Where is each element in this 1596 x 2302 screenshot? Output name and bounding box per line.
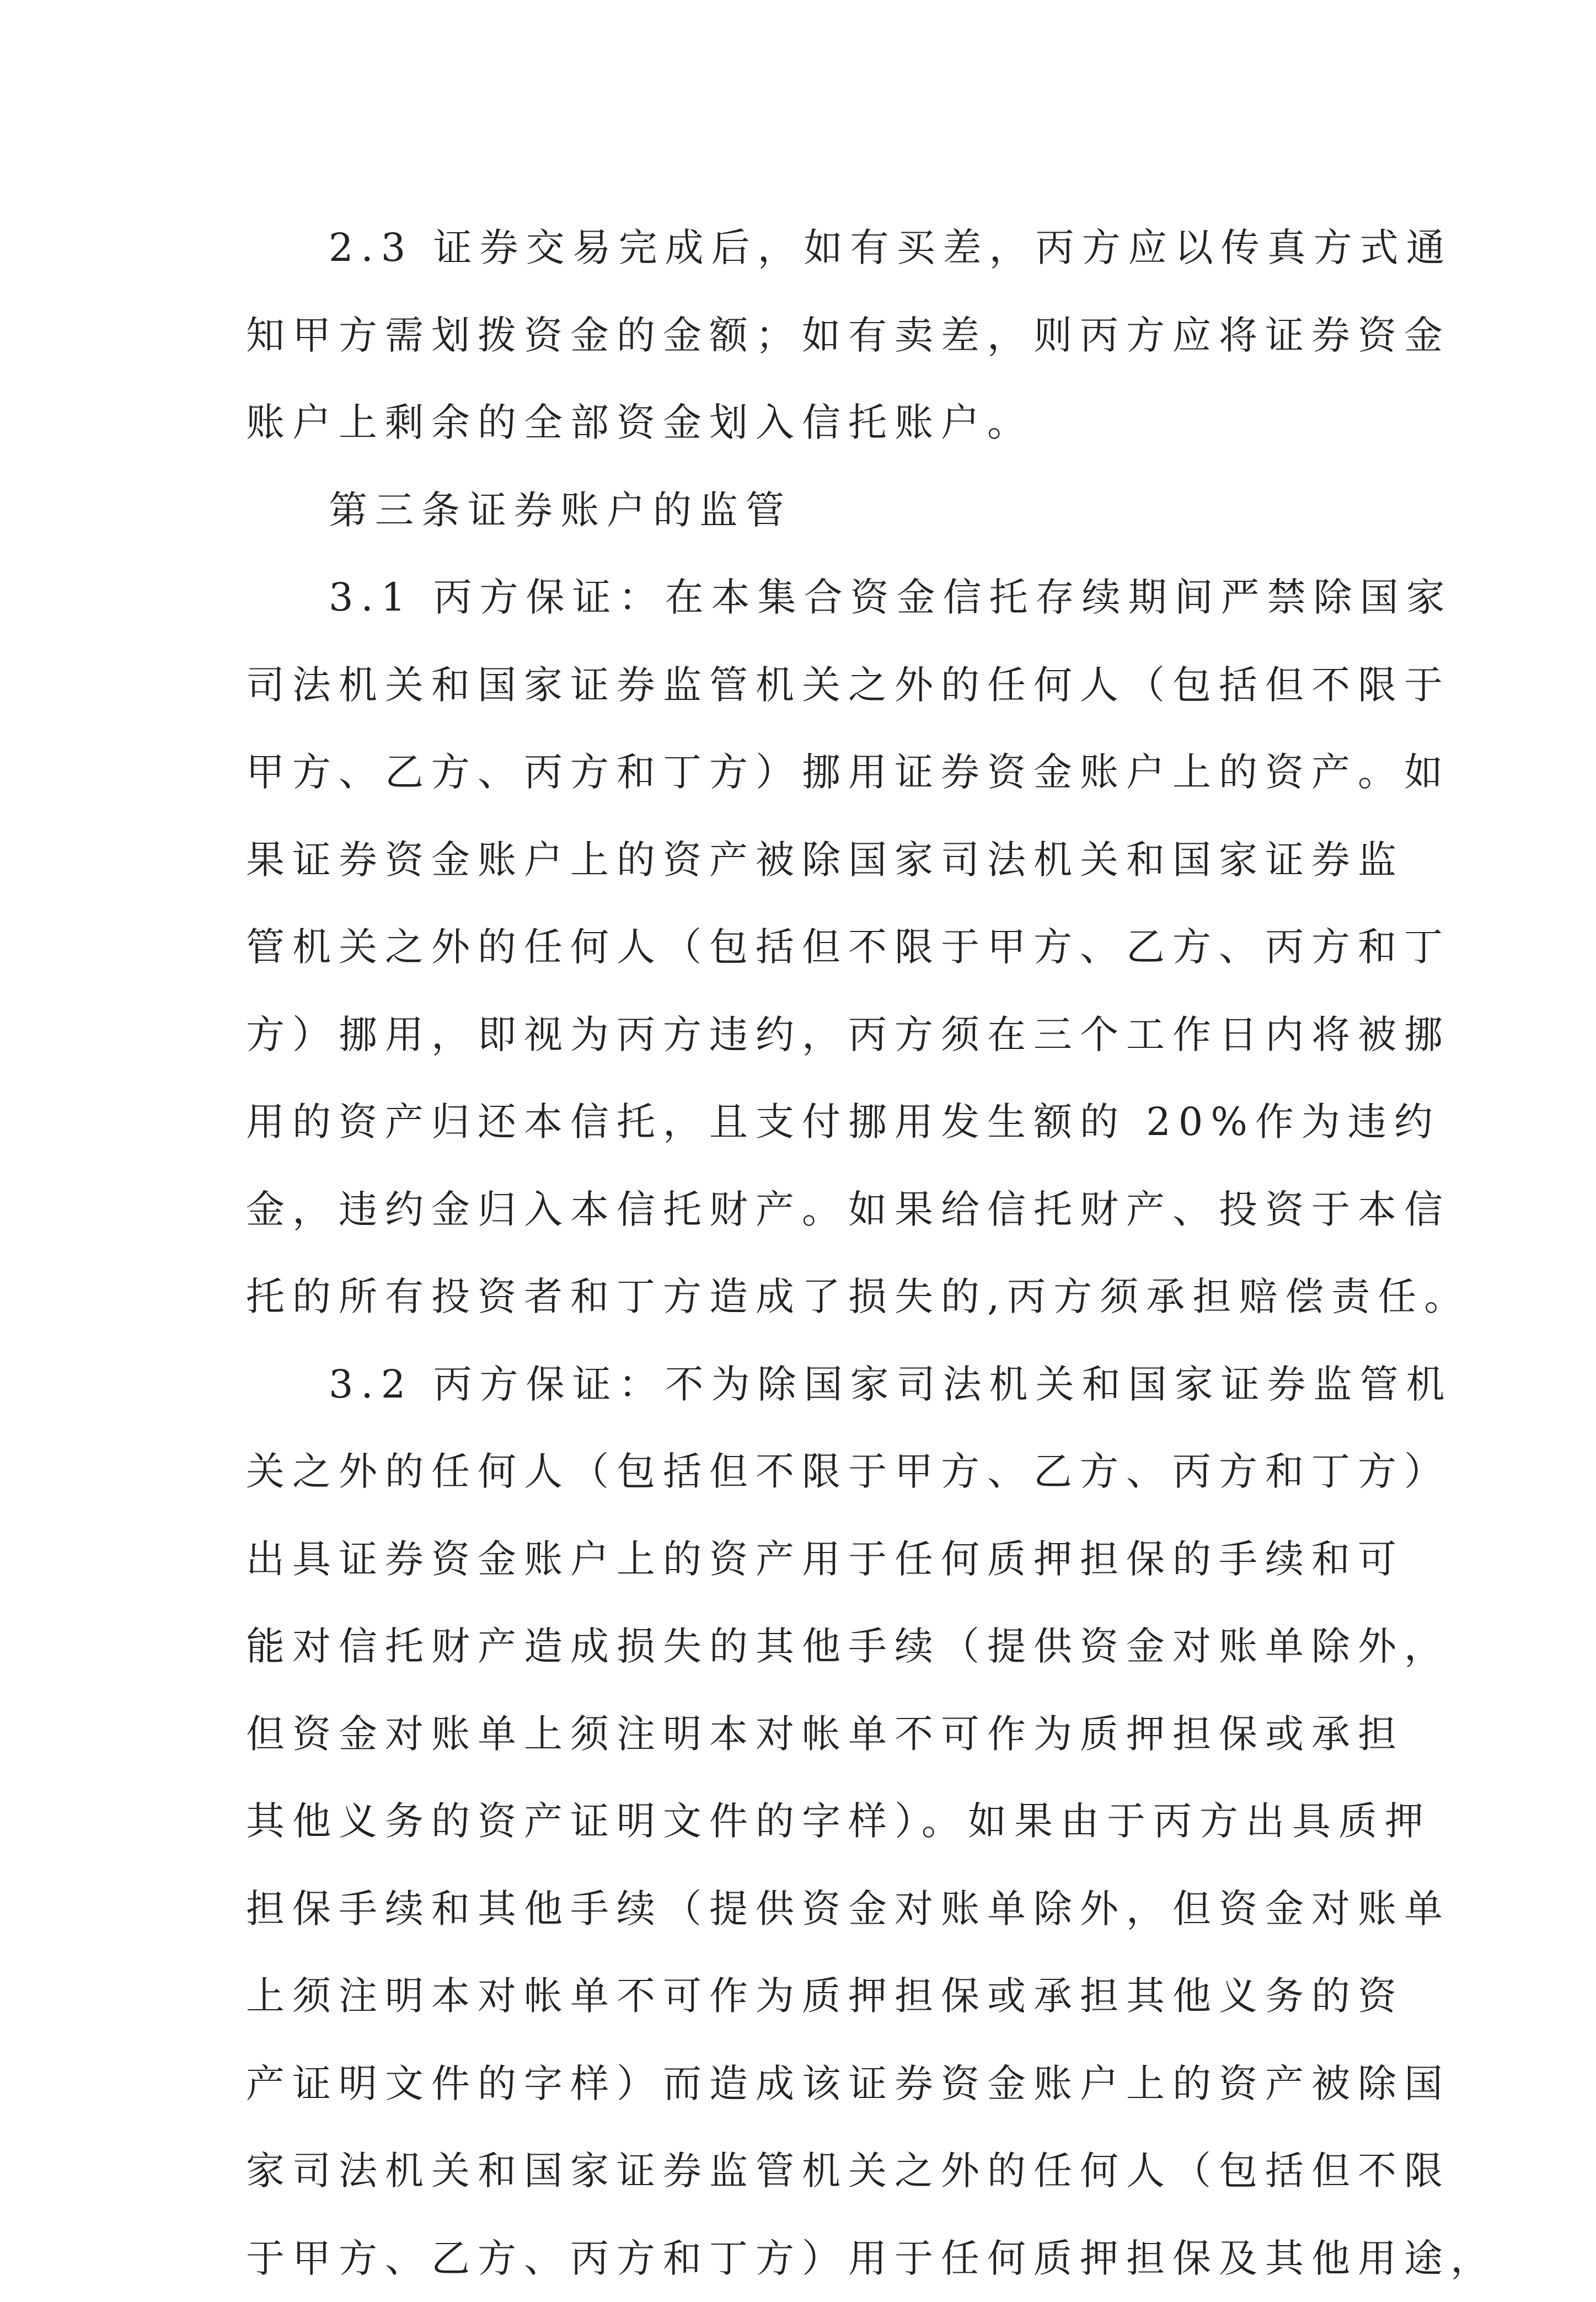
text-line: 其他义务的资产证明文件的字样）。如果由于丙方出具质押 [246,1778,1371,1865]
text-line: 关之外的任何人（包括但不限于甲方、乙方、丙方和丁方） [246,1428,1371,1516]
document-body [246,204,1371,2302]
text-line: 第三条证券账户的监管 [246,467,1371,554]
text-line: 于甲方、乙方、丙方和丁方）用于任何质押担保及其他用途， [246,2215,1371,2302]
text-line: 上须注明本对帐单不可作为质押担保或承担其他义务的资 [246,1952,1371,2040]
text-line: 3.2 丙方保证：不为除国家司法机关和国家证券监管机 [246,1341,1371,1428]
text-line: 方）挪用，即视为丙方违约，丙方须在三个工作日内将被挪 [246,991,1371,1079]
text-line: 托的所有投资者和丁方造成了损失的,丙方须承担赔偿责任。 [246,1253,1371,1341]
text-line: 甲方、乙方、丙方和丁方）挪用证券资金账户上的资产。如 [246,729,1371,816]
text-line: 2.3 证券交易完成后，如有买差，丙方应以传真方式通 [246,204,1371,292]
text-line: 金，违约金归入本信托财产。如果给信托财产、投资于本信 [246,1166,1371,1254]
text-line: 用的资产归还本信托，且支付挪用发生额的 20%作为违约 [246,1078,1371,1166]
text-line: 果证券资金账户上的资产被除国家司法机关和国家证券监 [246,816,1371,904]
text-line: 家司法机关和国家证券监管机关之外的任何人（包括但不限 [246,2127,1371,2215]
text-line: 管机关之外的任何人（包括但不限于甲方、乙方、丙方和丁 [246,903,1371,991]
text-line: 3.1 丙方保证：在本集合资金信托存续期间严禁除国家 [246,554,1371,641]
text-line: 能对信托财产造成损失的其他手续（提供资金对账单除外， [246,1603,1371,1690]
text-line: 但资金对账单上须注明本对帐单不可作为质押担保或承担 [246,1690,1371,1778]
text-line: 出具证券资金账户上的资产用于任何质押担保的手续和可 [246,1516,1371,1603]
text-line: 知甲方需划拨资金的金额；如有卖差，则丙方应将证券资金 [246,292,1371,379]
text-line: 产证明文件的字样）而造成该证券资金账户上的资产被除国 [246,2040,1371,2128]
text-line: 账户上剩余的全部资金划入信托账户。 [246,379,1371,467]
text-line: 司法机关和国家证券监管机关之外的任何人（包括但不限于 [246,641,1371,729]
text-line: 担保手续和其他手续（提供资金对账单除外，但资金对账单 [246,1865,1371,1953]
